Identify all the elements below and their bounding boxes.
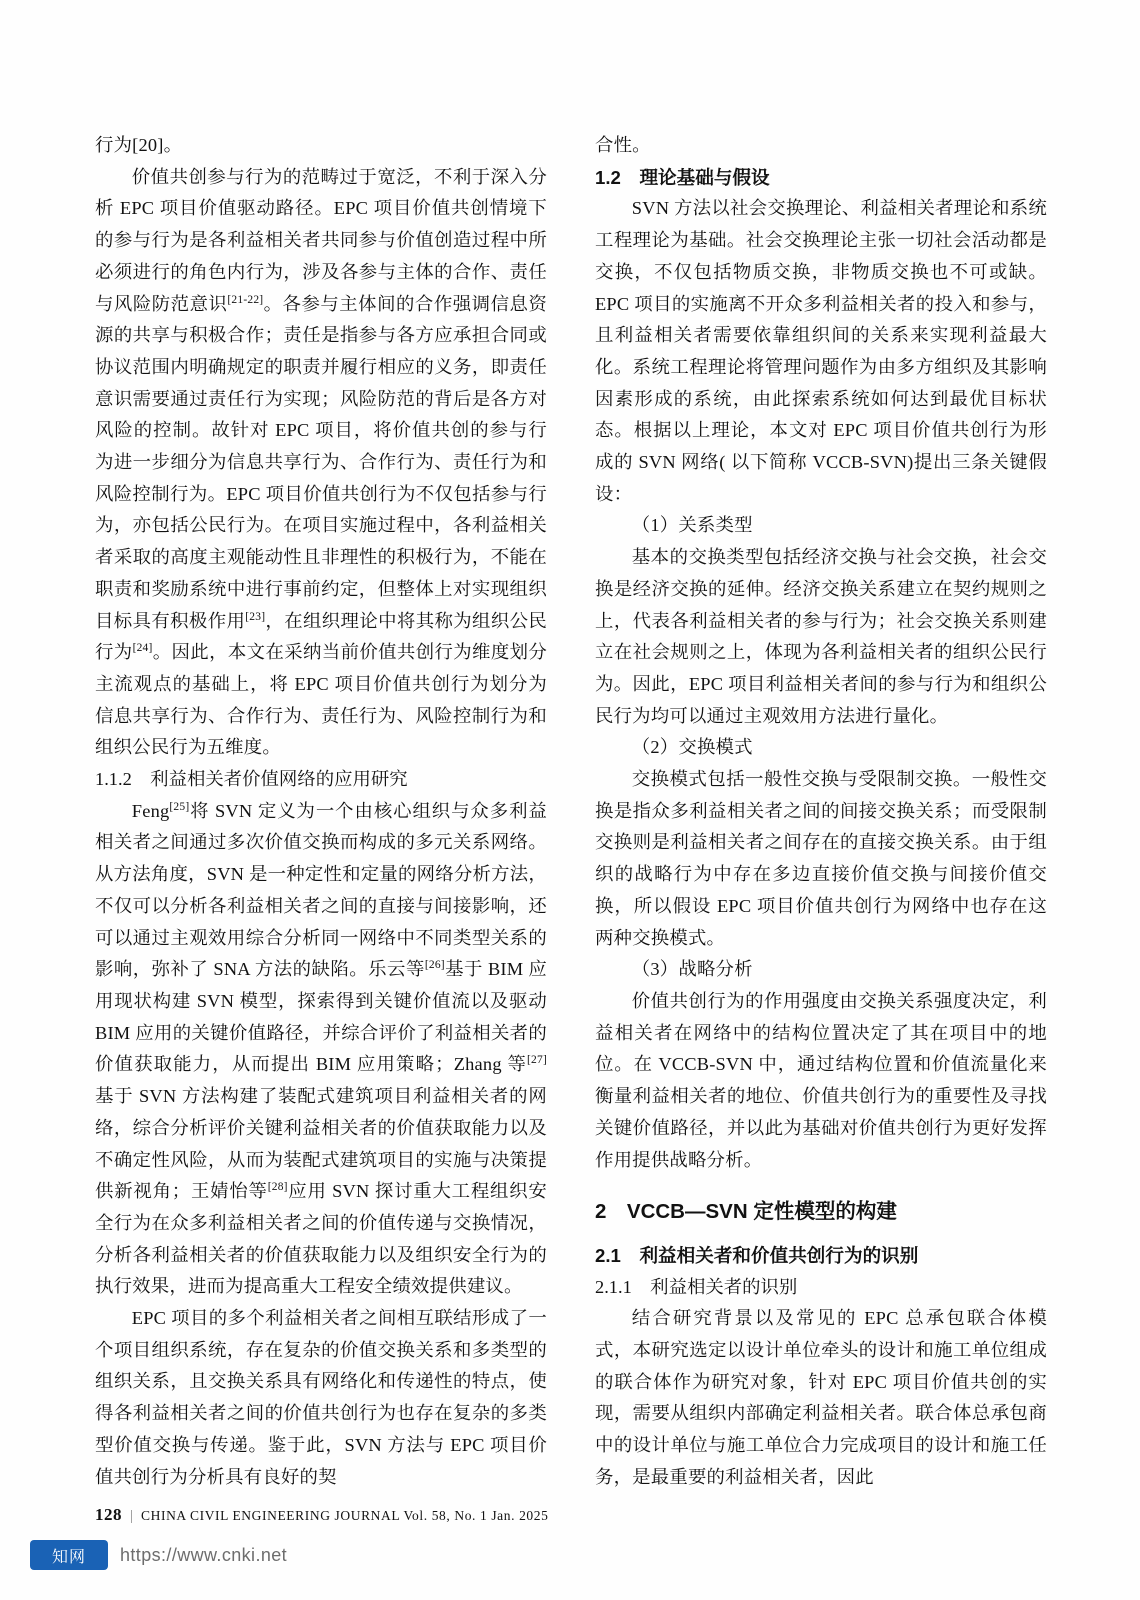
heading-2: 2 VCCB—SVN 定性模型的构建 (595, 1200, 897, 1224)
paragraph-value-cocreation (95, 162, 547, 764)
paragraph-text: EPC 项目的多个利益相关者之间相互联结形成了一个项目组织系统，存在复杂的价值交换关系和多类型的组织关系，且交换关系具有网络化和传递性的特点，使得各利益相关者之间的价值共创行为也存在复杂的多类型价值交换与传递。鉴于此，SVN 方法与 EPC 项目价值共创行为分析具有良好的契 (95, 1308, 547, 1487)
cnki-url: https://www.cnki.net (120, 1544, 288, 1565)
subheading-exchange-mode (595, 732, 1047, 764)
left-column (95, 130, 547, 1494)
list-item-1-label: （1）关系类型 (631, 515, 753, 536)
continued-paragraph (95, 130, 547, 162)
continued-text: 合性。 (595, 135, 651, 155)
paragraph-text-part1: 价值共创参与行为的范畴过于宽泛，不利于深入分析 EPC 项目价值驱动路径。EPC 项目价值共创情境下的参与行为是各利益相关者共同参与价值创造过程中所必须进行的角色内行为，涉及各参与主体的合作、责任与风险防范意识 (95, 166, 547, 314)
right-column (595, 130, 1047, 1494)
paragraph-text-part2: 基于 BIM 应用现状构建 SVN 模型，探索得到关键价值流以及驱动 BIM 应用的关键价值路径，并综合评价了利益相关者的价值获取能力，从而提出 BIM 应用策略；Zhang 等 (95, 959, 547, 1075)
cnki-watermark (30, 1540, 287, 1570)
paragraph-epc-network (95, 1303, 547, 1493)
author-feng: Feng (131, 800, 170, 821)
paragraph-text: 价值共创行为的作用强度由交换关系强度决定，利益相关者在网络中的结构位置决定了其在项目中的地位。在 VCCB-SVN 中，通过结构位置和价值流量化来衡量利益相关者的地位、价值共创行为的重要性及寻找关键价值路径，并以此为基础对价值共创行为更好发挥作用提供战略分析。 (595, 990, 1047, 1170)
heading-1-1-2: 1.1.2 利益相关者价值网络的应用研究 (95, 769, 408, 790)
paragraph-text: SVN 方法以社会交换理论、利益相关者理论和系统工程理论为基础。社会交换理论主张一切社会活动都是交换，不仅包括物质交换，非物质交换也不可或缺。EPC 项目的实施离不开众多利益相关者的投入和参与，且利益相关者需要依靠组织间的关系来实现利益最大化。系统工程理论将管理问题作为由多方组织及其影响因素形成的系统，由此探索系统如何达到最优目标状态。根据以上理论，本文对 EPC 项目价值共创行为形成的 SVN 网络( 以下简称 VCCB-SVN)提出三条关键假设： (595, 198, 1047, 504)
footer-separator: | (130, 1508, 134, 1524)
heading-2-1-1: 2.1.1 利益相关者的识别 (595, 1276, 798, 1297)
paragraph-text-part3: ，在组织理论中将其称为组织公民行为 (95, 610, 547, 663)
paragraph-theory-basis (595, 193, 1047, 510)
paragraph-relation-type (595, 542, 1047, 732)
citation-ref-25: [25] (169, 800, 190, 813)
heading-1-2: 1.2 理论基础与假设 (595, 166, 770, 188)
subheading-strategy-analysis (595, 954, 1047, 986)
paragraph-exchange-mode (595, 764, 1047, 954)
paragraph-svn-applications (95, 796, 547, 1303)
two-column-body (95, 130, 1047, 1494)
section-spacer-2 (595, 1228, 1047, 1240)
heading-2-1: 2.1 利益相关者和价值共创行为的识别 (595, 1244, 919, 1266)
paragraph-text-part1: 将 SVN 定义为一个由核心组织与众多利益相关者之间通过多次价值交换而构成的多元关系网络。从方法角度，SVN 是一种定性和定量的网络分析方法，不仅可以分析各利益相关者之间的直接与间接影响，还可以通过主观效用综合分析同一网络中不同类型关系的影响，弥补了 SNA 方法的缺陷。乐云等 (95, 800, 547, 980)
paragraph-text: 交换模式包括一般性交换与受限制交换。一般性交换是指众多利益相关者之间的间接交换关系；而受限制交换则是利益相关者之间存在的直接交换关系。由于组织的战略行为中存在多边直接价值交换与间接价值交换，所以假设 EPC 项目价值共创行为网络中也存在这两种交换模式。 (595, 769, 1047, 948)
page-number: 128 (95, 1505, 122, 1524)
citation-ref-28: [28] (267, 1181, 288, 1194)
citation-ref-21-22: [21-22] (227, 293, 264, 306)
citation-ref-24: [24] (132, 642, 153, 655)
page-footer (95, 1505, 1047, 1525)
paragraph-text-part2: 。各参与主体间的合作强调信息资源的共享与积极合作；责任是指参与各方应承担合同或协议范围内明确规定的职责并履行相应的义务，即责任意识需要通过责任行为实现；风险防范的背后是各方对风险的控制。故针对 EPC 项目，将价值共创的参与行为进一步细分为信息共享行为、合作行为、责任行为和风险控制行为。EPC 项目价值共创行为不仅包括参与行为，亦包括公民行为。在项目实施过程中，各利益相关者采取的高度主观能动性且非理性的积极行为，不能在职责和奖励系统中进行事前约定，但整体上对实现组织目标具有积极作用 (95, 293, 547, 631)
list-item-3-label: （3）战略分析 (631, 959, 753, 980)
paragraph-text: 结合研究背景以及常见的 EPC 总承包联合体模式，本研究选定以设计单位牵头的设计和施工单位组成的联合体作为研究对象，针对 EPC 项目价值共创的实现，需要从组织内部确定利益相关者。联合体总承包商中的设计单位与施工单位合力完成项目的设计和施工任务，是最重要的利益相关者，因此 (595, 1308, 1047, 1487)
citation-ref-23: [23] (245, 610, 266, 623)
paragraph-strategy-analysis (595, 986, 1047, 1176)
cnki-logo: 知网 (30, 1540, 108, 1570)
paragraph-text: 基本的交换类型包括经济交换与社会交换，社会交换是经济交换的延伸。经济交换关系建立在契约规则之上，代表各利益相关者的参与行为；社会交换关系则建立在社会规则之上，体现为各利益相关者的组织公民行为。因此，EPC 项目利益相关者间的参与行为和组织公民行为均可以通过主观效用方法进行量化。 (595, 547, 1047, 726)
continued-text: 行为[20]。 (95, 135, 183, 155)
paragraph-text-part4: 应用 SVN 探讨重大工程组织安全行为在众多利益相关者之间的价值传递与交换情况，分析各利益相关者的价值获取能力以及组织安全行为的执行效果，进而为提高重大工程安全绩效提供建议。 (95, 1181, 547, 1297)
citation-ref-26: [26] (424, 959, 445, 972)
paragraph-stakeholder-identification (595, 1303, 1047, 1493)
paragraph-text-part4: 。因此，本文在采纳当前价值共创行为维度划分主流观点的基础上，将 EPC 项目价值共创行为划分为信息共享行为、合作行为、责任行为、风险控制行为和组织公民行为五维度。 (95, 642, 548, 758)
citation-ref-27: [27] (527, 1054, 547, 1067)
paragraph-text-part3: 基于 SVN 方法构建了装配式建筑项目利益相关者的网络，综合分析评价关键利益相关者的价值获取能力以及不确定性风险，从而为装配式建筑项目的实施与决策提供新视角；王婧怡等 (95, 1086, 547, 1202)
journal-citation: CHINA CIVIL ENGINEERING JOURNAL Vol. 58, No. 1 Jan. 2025 (141, 1508, 549, 1523)
list-item-2-label: （2）交换模式 (631, 737, 753, 758)
subheading-relation-type (595, 510, 1047, 542)
section-spacer (595, 1176, 1047, 1196)
continued-paragraph-right (595, 130, 1047, 162)
